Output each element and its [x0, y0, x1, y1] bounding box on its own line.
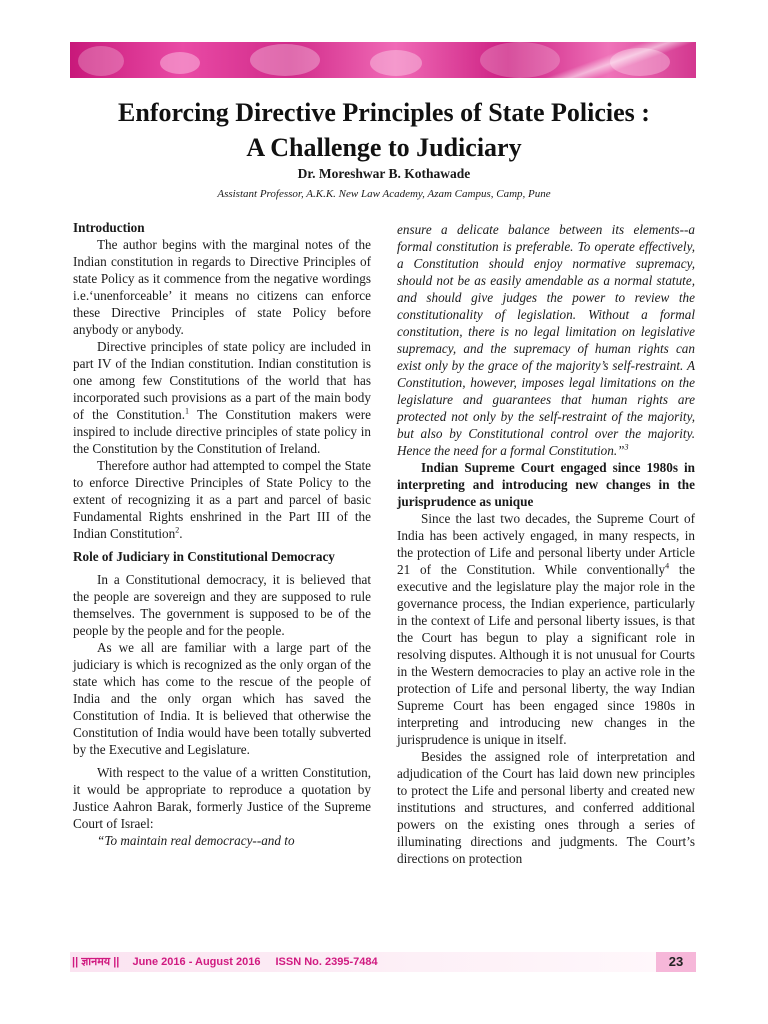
journal-name: || ज्ञानमय || — [72, 956, 120, 968]
paragraph-text: . — [179, 526, 183, 541]
paragraph-text: Therefore author had attempted to compel the State to enforce Directive Principles of State Policy to the extent of recognizing it as a part and parcel of basic Fundamental Rights enshrined in the Part III of the Indian Constitution — [73, 458, 371, 541]
paragraph: With respect to the value of a written Constitution, it would be appropriate to reproduce a quotation by Justice Aahron Barak, formerly Justice of the Supreme Court of Israel: — [73, 765, 371, 831]
footnote-ref: 1 — [185, 406, 190, 416]
header-banner-image — [70, 42, 696, 78]
section-heading-supreme-court: Indian Supreme Court engaged since 1980s in interpreting and introducing new changes in the jurisprudence as unique — [397, 460, 695, 509]
banner-decor — [540, 42, 696, 78]
paragraph-text: Since the last two decades, the Supreme Court of India has been actively engaged, in many respects, in the protection of Life and personal liberty under Article 21 of the Constitution. While conventionally — [397, 511, 695, 577]
paragraph: As we all are familiar with a large part of the judiciary is which is recognized as the only organ of the state which has come to the rescue of the people of India and the only organ which has saved the Constitution of India. It is believed that otherwise the Constitution of India would have been totally subverted by the Executive and Legislature. — [73, 640, 371, 757]
paragraph — [73, 338, 371, 457]
page-number: 23 — [656, 952, 696, 972]
article-title-line2: A Challenge to Judiciary — [246, 133, 522, 162]
paragraph: In a Constitutional democracy, it is believed that the people are sovereign and they are supposed to rule themselves. The government is supposed to be of the people by the people and for the people. — [73, 572, 371, 638]
footnote-ref: 3 — [624, 442, 629, 452]
banner-decor — [250, 44, 320, 76]
paragraph-text: The Constitution makers were inspired to include directive principles of state policy in the Constitution by the Constitution of Ireland. — [73, 407, 372, 456]
paragraph-text: Directive principles of state policy are included in part IV of the Indian constitution. Indian constitution is one among few Constitutions of the world that has incorporated such provisions as a part of the main body of the Constitution. — [73, 339, 371, 422]
footnote-ref: 2 — [175, 525, 180, 535]
footer-text — [72, 954, 378, 969]
quote-start: “To maintain real democracy--and to — [97, 833, 295, 848]
right-column — [397, 221, 695, 867]
paragraph — [397, 510, 695, 748]
issue-dates: June 2016 - August 2016 — [132, 956, 261, 968]
paragraph-text: the executive and the legislature play the major role in the governance process, the Indian experience, particularly in the context of Life and personal liberty issues, is that the Court has begun to play a significant role in resolving disputes. Although it is not unusual for Courts in the Western democracies to play an active role in the protection of Life and personal liberty, the way Indian Supreme Court has been engaged since 1980s in interpreting and introducing new changes in the jurisprudence is unique in itself. — [397, 562, 695, 747]
paragraph — [73, 457, 371, 542]
paragraph: The author begins with the marginal notes of the Indian constitution in regards to Directive Principles of state Policy as it commence from the negative wordings i.e.‘unenforceable’ it means no citizens can enforce these Directive Principles of state Policy before anybody or anybody. — [73, 237, 371, 337]
banner-decor — [160, 52, 200, 74]
page-footer — [70, 952, 696, 972]
article-title-line1: Enforcing Directive Principles of State Policies : — [118, 98, 650, 127]
footnote-ref: 4 — [665, 561, 670, 571]
banner-decor — [78, 46, 124, 76]
quote-continued — [397, 221, 695, 459]
author-name: Dr. Moreshwar B. Kothawade — [297, 166, 471, 181]
section-heading-role-of-judiciary: Role of Judiciary in Constitutional Democracy — [73, 549, 335, 564]
author-affiliation: Assistant Professor, A.K.K. New Law Academy, Azam Campus, Camp, Pune — [217, 188, 551, 200]
section-heading-introduction: Introduction — [73, 220, 145, 235]
left-column — [73, 219, 371, 849]
quote-text: ensure a delicate balance between its elements--a formal constitution is preferable. To operate effectively, a Constitution should enjoy normative supremacy, should not be as easily amendable as a normal statute, and should give judges the power to review the constitutionality of legislation. Without a formal constitution, there is no legal limitation on legislative supremacy, and the supremacy of human rights can exist only by the grace of the majority’s self-restraint. A Constitution, however, imposes legal limitations on the legislature and guarantees that human rights are protected not only by the self-restraint of the majority, but also by Constitutional control over the majority. Hence the need for a formal Constitution.” — [397, 222, 695, 458]
paragraph: Besides the assigned role of interpretation and adjudication of the Court has laid down new principles to protect the Life and personal liberty and created new institutions and structures, and conferred additional powers on the existing ones through a series of illuminating directions and judgments. The Court’s directions on protection — [397, 749, 695, 866]
banner-decor — [370, 50, 422, 76]
issn-number: ISSN No. 2395-7484 — [275, 956, 378, 968]
